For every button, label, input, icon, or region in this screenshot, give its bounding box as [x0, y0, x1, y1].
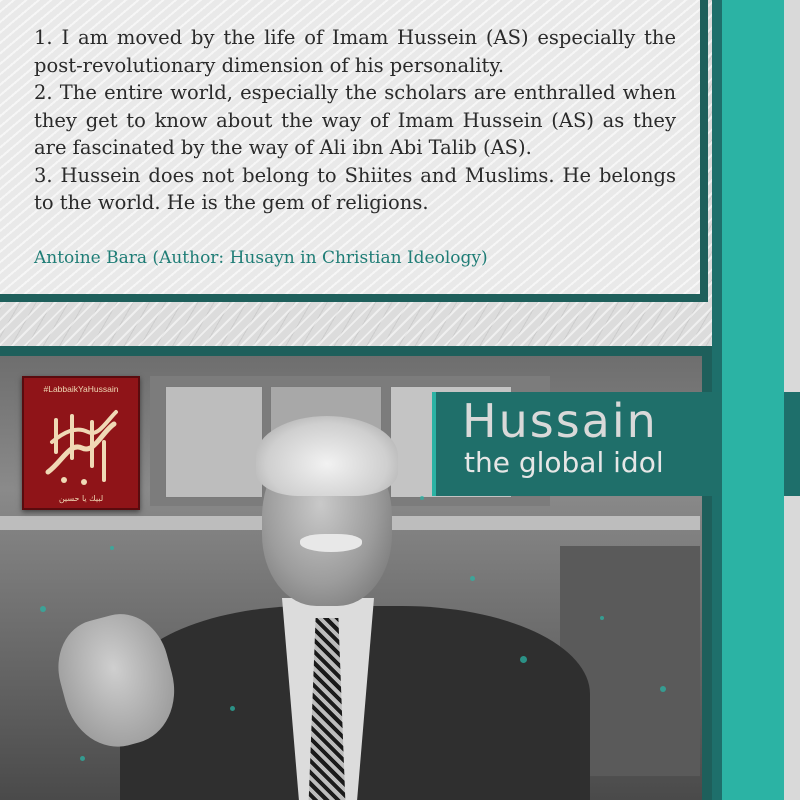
- logo-hashtag: #LabbaikYaHussain: [43, 384, 119, 394]
- labbaik-logo: [22, 376, 140, 510]
- speckle: [520, 656, 527, 663]
- quote-attribution: Antoine Bara (Author: Husayn in Christian Ideology): [34, 248, 488, 268]
- quote-text: [34, 24, 676, 217]
- title-main: Hussain: [462, 394, 658, 448]
- logo-calligraphy-icon: [42, 402, 122, 488]
- speckle: [420, 496, 424, 500]
- person-mustache: [300, 534, 362, 552]
- speckle: [470, 576, 475, 581]
- right-stripe-tab: [784, 392, 800, 496]
- speckle: [230, 706, 235, 711]
- quote-line-3: 3. Hussein does not belong to Shiites and Muslims. He belongs to the world. He is the gem of religions.: [34, 163, 676, 214]
- title-box: [432, 392, 722, 496]
- right-stripe-teal: [722, 0, 784, 800]
- speckle: [110, 546, 114, 550]
- title-subtitle: the global idol: [464, 446, 664, 479]
- speckle: [80, 756, 85, 761]
- speckle: [660, 686, 666, 692]
- quote-panel: [0, 0, 708, 302]
- logo-caption: لبيك يا حسين: [58, 494, 104, 503]
- book: [165, 386, 263, 498]
- person-hair: [256, 416, 398, 496]
- quote-line-1: 1. I am moved by the life of Imam Hussein (AS) especially the post-revolutionary dimension of his personality.: [34, 26, 676, 77]
- speckle: [600, 616, 604, 620]
- speckle: [40, 606, 46, 612]
- quote-line-2: 2. The entire world, especially the scholars are enthralled when they get to know about the way of Imam Hussein (AS) as they are fascinated by the way of Ali ibn Abi Talib (AS).: [34, 81, 676, 159]
